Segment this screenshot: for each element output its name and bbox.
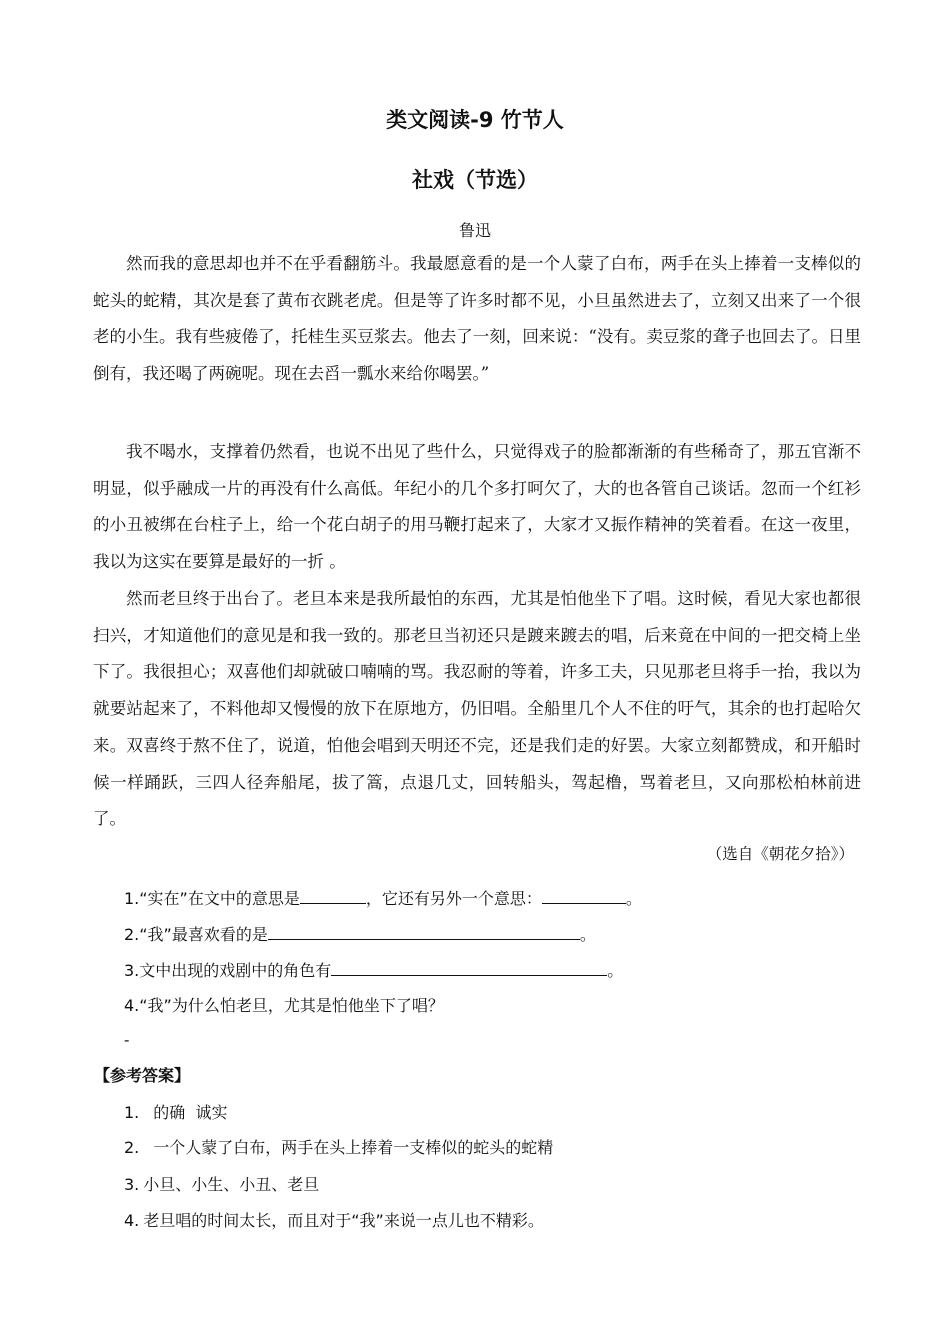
answer-3 — [124, 1172, 319, 1195]
question-number: 1. — [124, 889, 140, 908]
answer-4 — [124, 1208, 544, 1231]
question-text: “我”最喜欢看的是 — [139, 925, 268, 944]
question-punct: 。 — [625, 889, 642, 908]
question-2 — [124, 922, 596, 945]
answer-text: 的确 诚实 — [153, 1103, 228, 1122]
answer-blank[interactable] — [300, 887, 366, 904]
question-text: “我”为什么怕老旦，尤其是怕他坐下了唱？ — [139, 996, 444, 1015]
passage-source: （选自《朝花夕拾》） — [706, 845, 854, 863]
answer-number: 1. — [124, 1103, 140, 1122]
question-1 — [124, 886, 642, 909]
answer-text: 老旦唱的时间太长，而且对于“我”来说一点儿也不精彩。 — [143, 1211, 544, 1230]
question-text: ，它还有另外一个意思： — [365, 889, 542, 908]
question-3 — [124, 958, 623, 981]
answer-text: 一个人蒙了白布，两手在头上捧着一支棒似的蛇头的蛇精 — [153, 1138, 554, 1157]
question-text: 文中出现的戏剧中的角色有 — [139, 961, 332, 980]
passage-paragraph-3: 然而老旦终于出台了。老旦本来是我所最怕的东西，尤其是怕他坐下了唱。这时候，看见大家也都很扫兴，才知道他们的意见是和我一致的。那老旦当初还只是踱来踱去的唱，后来竟在中间的一把交椅上坐下了。我很担心；双喜他们却就破口喃喃的骂。我忍耐的等着，许多工夫，只见那老旦将手一抬，我以为就要站起来了，不料他却又慢慢的放下在原地方，仍旧唱。全船里几个人不住的吁气，其余的也打起哈欠来。双喜终于熬不住了，说道，怕他会唱到天明还不完，还是我们走的好罢。大家立刻都赞成，和开船时候一样踊跃，三四人径奔船尾，拔了篙，点退几丈，回转船头，驾起橹，骂着老旦，又向那松柏林前进了。 — [93, 589, 861, 829]
question-number: 4. — [124, 996, 140, 1015]
answer-number: 3. — [124, 1175, 140, 1194]
answer-text: 小旦、小生、小丑、老旦 — [143, 1175, 320, 1194]
question-text: “实在”在文中的意思是 — [139, 889, 300, 908]
passage-paragraph-2: 我不喝水，支撑着仍然看，也说不出见了些什么，只觉得戏子的脸都渐渐的有些稀奇了，那五官渐不明显，似乎融成一片的再没有什么高低。年纪小的几个多打呵欠了，大的也各管自己谈话。忽而一个红衫的小丑被绑在台柱子上，给一个花白胡子的用马鞭打起来了，大家才又振作精神的笑着看。在这一夜里，我以为这实在要算是最好的一折 。 — [93, 442, 861, 572]
answer-1 — [124, 1100, 227, 1123]
question-punct: 。 — [607, 961, 624, 980]
question-number: 3. — [124, 961, 140, 980]
separator-dash: - — [124, 1030, 130, 1049]
question-number: 2. — [124, 925, 140, 944]
passage-author: 鲁迅 — [458, 221, 491, 240]
answer-2 — [124, 1135, 553, 1158]
answer-number: 4. — [124, 1211, 140, 1230]
answers-heading: 【参考答案】 — [94, 1066, 191, 1085]
passage-title: 社戏（节选） — [412, 168, 538, 192]
document-title: 类文阅读-9 竹节人 — [386, 108, 564, 132]
answer-blank[interactable] — [268, 923, 580, 940]
answer-blank[interactable] — [331, 959, 607, 976]
passage-paragraph-1: 然而我的意思却也并不在乎看翻筋斗。我最愿意看的是一个人蒙了白布，两手在头上捧着一支棒似的蛇头的蛇精，其次是套了黄布衣跳老虎。但是等了许多时都不见，小旦虽然进去了，立刻又出来了一个很老的小生。我有些疲倦了，托桂生买豆浆去。他去了一刻，回来说：“没有。卖豆浆的聋子也回去了。日里倒有，我还喝了两碗呢。现在去舀一瓢水来给你喝罢。” — [93, 254, 861, 384]
question-4 — [124, 993, 444, 1016]
answer-number: 2. — [124, 1138, 140, 1157]
answer-blank[interactable] — [542, 887, 626, 904]
question-punct: 。 — [579, 925, 596, 944]
